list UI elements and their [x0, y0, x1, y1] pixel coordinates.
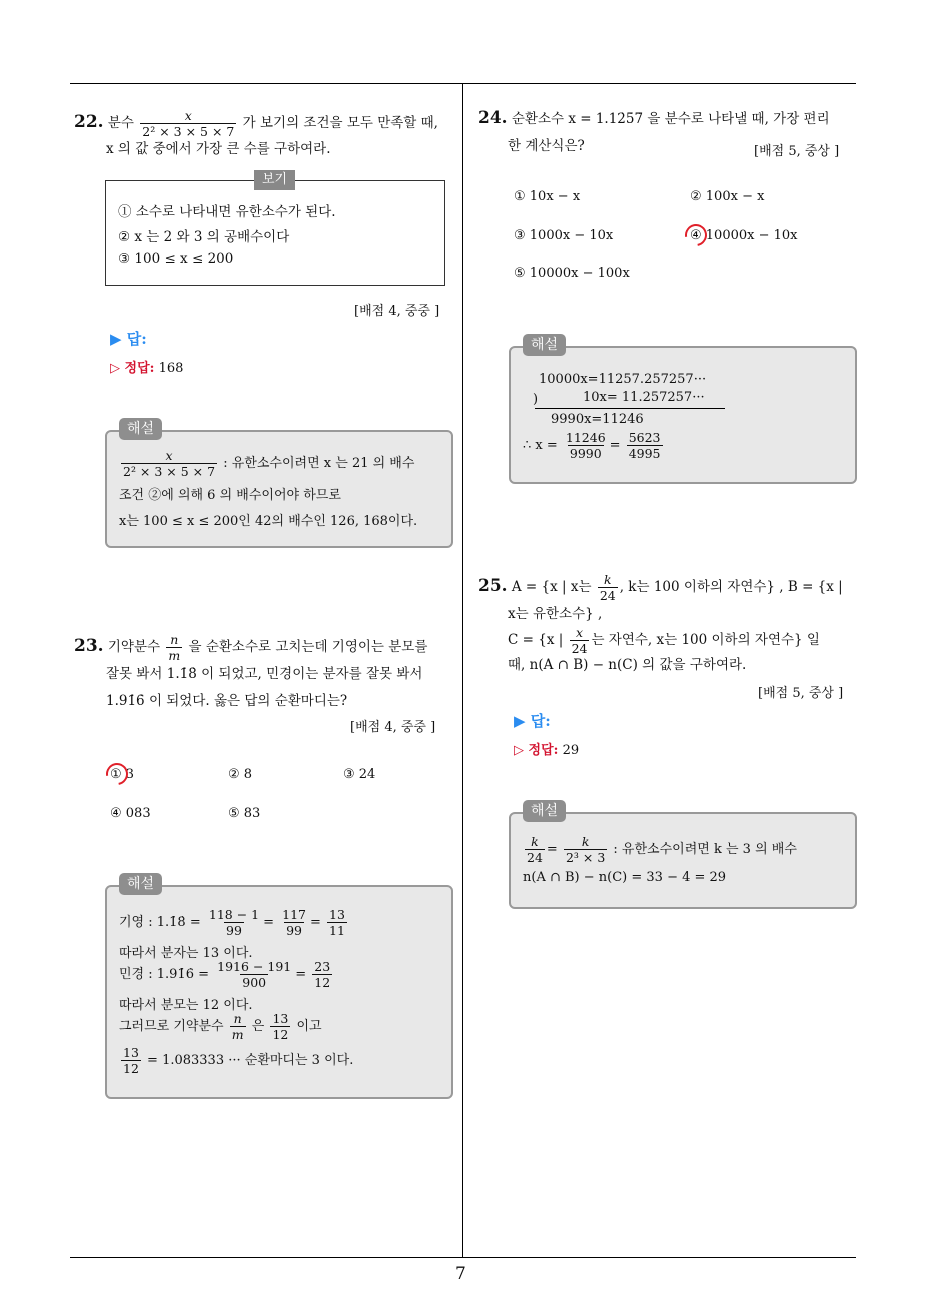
solution-box: $\frac{k}{24}$ = $\frac{k}{\text{2³ × 3}}$ : 유한소수이려면 k 는 3 의 배수 n(A ∩ B) − n(C) = 33 − 4 = 29: [509, 812, 857, 909]
subtraction-rule: [535, 408, 725, 409]
solution-box: $\frac{x}{\text{2² × 3 × 5 × 7}}$ : 유한소수이려면 x 는 21 의 배수 조건 ②에 의해 6 의 배수이어야 하므로 x는 100 ≤ x ≤ 200인 42의 배수인 126, 168이다.: [105, 430, 453, 548]
selected-answer-mark: [102, 759, 133, 790]
bottom-rule: [70, 1257, 856, 1258]
fraction: $\frac{118 - 1}{99}$: [208, 907, 260, 938]
fraction: $\frac{13}{12}$: [272, 1011, 289, 1042]
fraction: $\frac{k}{\text{2³ × 3}}$: [565, 834, 606, 865]
bogi-box: [105, 180, 445, 286]
answer-label: ▶ 답:: [110, 330, 147, 348]
question-number: 24.: [478, 108, 508, 128]
solution-box: 10000x=11257.257257··· ) 10x= 11.257257··· 9990x=11246 ∴ x = $\frac{11246}{9990}$ = $\frac{5623}{4995}$: [509, 346, 857, 484]
bogi-label: 보기: [254, 170, 295, 190]
fraction: $\frac{x}{\text{2² × 3 × 5 × 7}}$: [142, 108, 235, 139]
option-5[interactable]: ⑤ 10000x − 100x: [514, 266, 630, 281]
page-number: 7: [455, 1264, 466, 1284]
answer-label: ▶ 답:: [514, 712, 551, 730]
fraction: $\frac{x}{\text{2² × 3 × 5 × 7}}$: [123, 448, 216, 479]
question-22: 22. 분수 $\frac{x}{\text{2² × 3 × 5 × 7}}$ 가 보기의 조건을 모두 만족할 때,: [74, 108, 438, 139]
bogi-item: ① 소수로 나타내면 유한소수가 된다.: [118, 204, 336, 220]
option-5[interactable]: ⑤ 83: [228, 806, 261, 821]
fraction: $\frac{23}{12}$: [314, 959, 331, 990]
fraction: $\frac{k}{24}$: [599, 572, 616, 603]
question-25: 25. A = {x | x는 $\frac{k}{24}$ , k는 100 이하의 자연수} , B = {x |: [478, 572, 843, 603]
bogi-item: ③ 100 ≤ x ≤ 200: [118, 251, 234, 267]
option-3[interactable]: ③ 1000x − 10x: [514, 228, 614, 243]
fraction: $\frac{5623}{4995}$: [628, 430, 661, 461]
question-number: 25.: [478, 576, 508, 596]
top-rule: [70, 83, 856, 84]
fraction: $\frac{k}{24}$: [527, 834, 543, 865]
selected-answer-mark: [681, 220, 712, 251]
fraction: $\frac{117}{99}$: [282, 907, 306, 938]
option-4[interactable]: ④ 10000x − 10x: [690, 228, 798, 243]
score-label: [배점 4, 중중 ]: [354, 304, 440, 319]
question-22-line2: x 의 값 중에서 가장 큰 수를 구하여라.: [106, 141, 331, 157]
question-number: 22.: [74, 112, 104, 132]
score-label: [배점 4, 중중 ]: [350, 720, 436, 735]
option-2[interactable]: ② 100x − x: [690, 189, 765, 204]
correct-answer: ▷ 정답: 29: [514, 743, 580, 758]
fraction: $\frac{x}{24}$: [571, 625, 588, 656]
question-23: 23. 기약분수 $\frac{n}{m}$ 을 순환소수로 고치는데 기영이는 분모를: [74, 632, 428, 663]
fraction: $\frac{n}{m}$: [168, 632, 181, 663]
correct-answer: ▷ 정답: 168: [110, 361, 184, 376]
question-24: 24. 순환소수 x = 1.12̇5̇7̇ 을 분수로 나타낼 때, 가장 편리: [478, 108, 830, 128]
solution-box: 기영 : 1.1̇8̇ = $\frac{118 - 1}{99}$ = $\frac{117}{99}$ = $\frac{13}{11}$ 따라서 분자는 13 이다. 민경 : 1.91̇6̇ = $\frac{1916 - 191}{900}$ = $\frac{23}{12}$ 따라서 분모는 12 이다. 그러므로 기약분수 $\frac{n}{m}$ 은 $\frac{13}{12}$ 이고 $\frac{13}{12}$ = 1.083333 ··· 순환마디는 3 이다.: [105, 885, 453, 1099]
solution-label: 해설: [523, 800, 566, 822]
fraction: $\frac{1916 - 191}{900}$: [217, 959, 292, 990]
column-divider: [462, 83, 463, 1258]
option-1[interactable]: ① 10x − x: [514, 189, 581, 204]
question-number: 23.: [74, 636, 104, 656]
fraction: $\frac{13}{12}$: [123, 1045, 139, 1076]
option-4[interactable]: ④ 083: [110, 806, 151, 821]
fraction: $\frac{n}{m}$: [231, 1011, 244, 1042]
option-1[interactable]: ① 3: [110, 767, 135, 782]
option-3[interactable]: ③ 24: [343, 767, 376, 782]
solution-label: 해설: [119, 873, 162, 895]
solution-label: 해설: [119, 418, 162, 440]
fraction: $\frac{11246}{9990}$: [565, 430, 606, 461]
score-label: [배점 5, 중상 ]: [758, 686, 844, 701]
bogi-item: ② x 는 2 와 3 의 공배수이다: [118, 229, 290, 245]
solution-label: 해설: [523, 334, 566, 356]
score-label: [배점 5, 중상 ]: [754, 144, 840, 159]
fraction: $\frac{13}{11}$: [329, 907, 345, 938]
option-2[interactable]: ② 8: [228, 767, 253, 782]
